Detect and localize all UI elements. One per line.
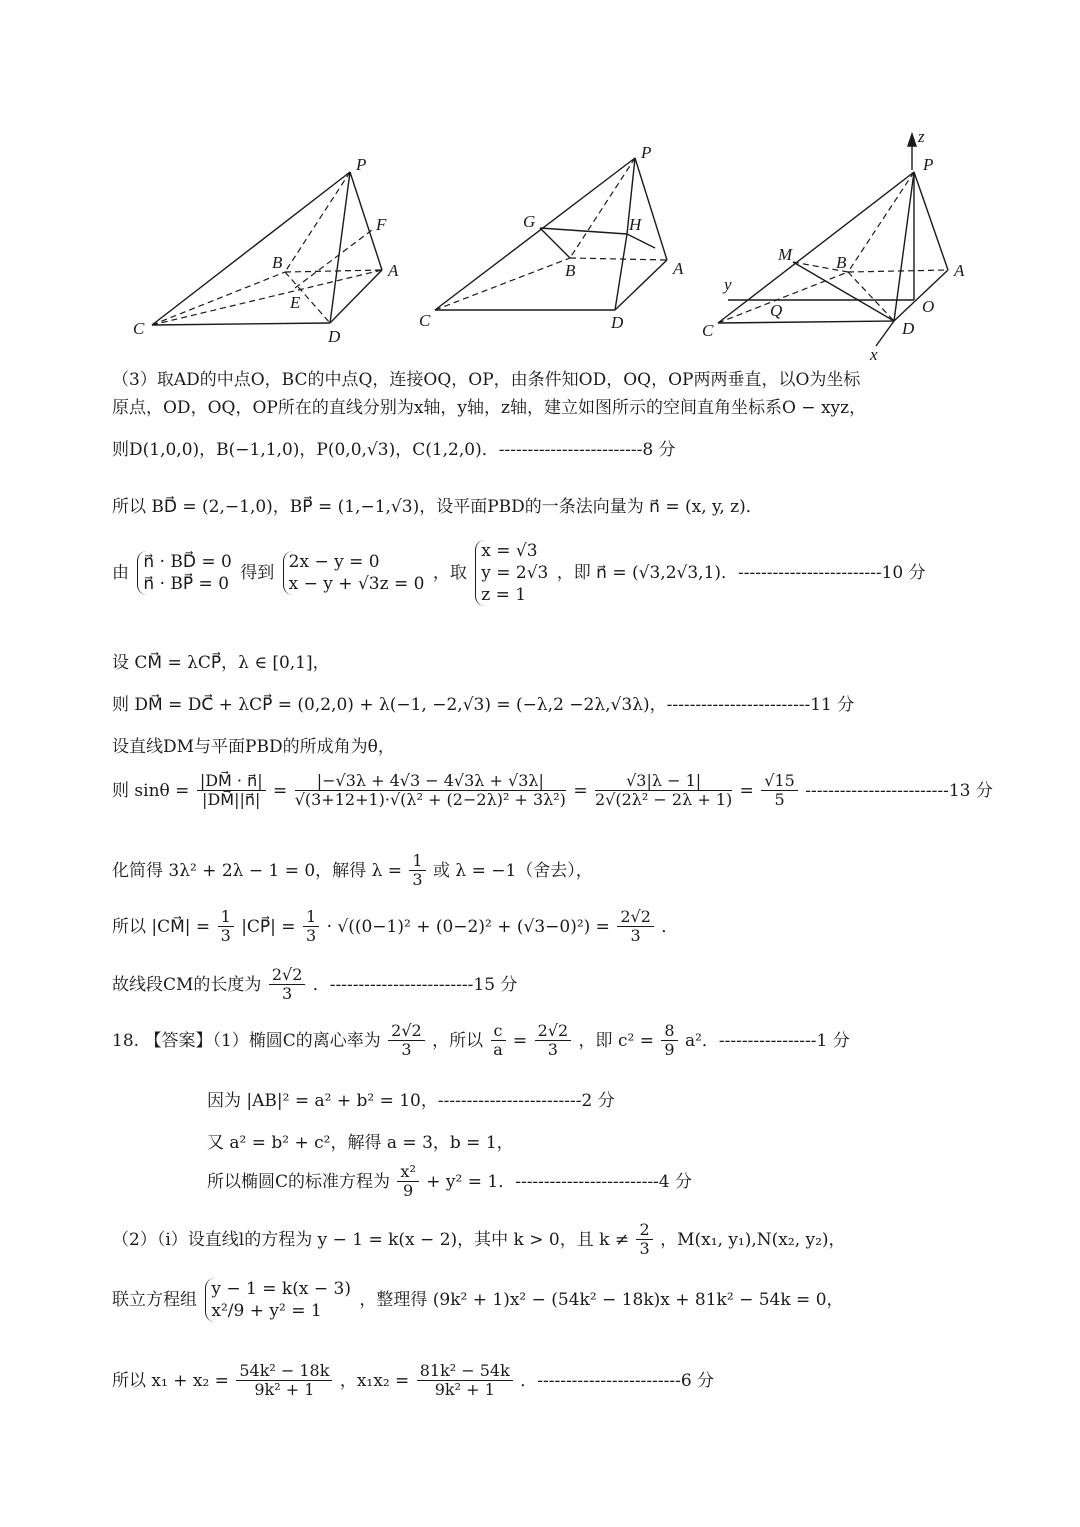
fraction [269,966,306,1003]
text-fragment: 联立方程组 [112,1290,197,1310]
text-line-fraction: 则 sinθ = $\frac{|DM⃗ \cdot n⃗|}{|DM⃗||n⃗|}$ = $\frac{|-√3\lambda + 4√3 - 4√3\lambda + √3\lambda|}{\text{√(3+12+1)·√(λ² + (2−2λ)² + 3λ²)}}$ = $\frac{√3|\lambda - 1|}{\text{2√(2λ² − 2λ + 1)}}$ = $\frac{√15}{5}$ -------------------------13 分 [112,771,993,809]
fig3-label: x [870,345,878,363]
numerator: x² [397,1163,418,1182]
fig3-label: y [724,275,732,294]
fraction [388,1022,425,1059]
fig2-label: H [629,215,642,234]
equation: x − y + √3z = 0 [288,574,425,594]
denominator: 3 [401,1040,412,1059]
figure-pyramid-1-svg [130,150,410,350]
equation-system [475,540,548,606]
equation: n⃗ · BD⃗ = 0 [143,552,232,572]
text-line: 则D(1,0,0)，B(−1,1,0)，P(0,0,√3)，C(1,2,0)．-------------------------8 分 [112,440,676,460]
fraction [636,1221,652,1258]
fig1-label: F [376,215,387,234]
numerator: 1 [218,908,234,927]
fraction [197,772,266,809]
text-line-fraction [112,908,678,945]
fig2-label: G [523,212,536,231]
numerator: √15 [761,772,798,791]
text-fragment: （2）（i）设直线l的方程为 y − 1 = k(x − 2)，其中 k > 0，且 k ≠ [112,1229,630,1250]
equation-system [205,1278,351,1322]
figure-pyramid-2 [415,140,690,340]
figure-pyramid-1 [130,150,410,350]
fraction [535,1022,572,1059]
text-fragment: 故线段CM的长度为 [112,974,262,995]
fraction [303,908,319,945]
numerator: 2√2 [617,908,654,927]
text-fragment: 18. 【答案】（1）椭圆C的离心率为 [112,1030,381,1051]
fraction [661,1022,677,1059]
denominator: 9k² + 1 [254,1380,315,1399]
fig1-label: P [356,155,367,174]
numerator: 2√2 [535,1022,572,1041]
text-line-fraction [207,1163,692,1200]
equation: 2x − y = 0 [288,552,380,572]
text-fragment: 得到 [240,563,275,583]
text-fragment: ．-------------------------6 分 [520,1370,715,1391]
text-fragment: ，取 [432,563,467,583]
text-line-fraction [112,966,517,1003]
fig3-label: P [923,155,934,174]
denominator: 5 [774,790,785,809]
text-line-fraction [112,1362,714,1399]
fraction [761,772,798,809]
denominator: 3 [639,1239,650,1258]
denominator: 3 [412,870,423,889]
text-fragment: 则 sinθ = [112,780,190,801]
fig3-label: Q [770,301,783,320]
denominator: 9 [403,1181,414,1200]
text-fragment: -------------------------13 分 [805,780,993,801]
equation: n⃗ · BP⃗ = 0 [143,574,230,594]
fig2-label: D [611,313,624,332]
equation: y = 2√3 [481,563,549,583]
text-line-system [112,1278,844,1322]
denominator: a [493,1040,503,1059]
numerator: c [491,1022,506,1041]
figure-pyramid-2-svg [415,140,690,340]
text-fragment: ，即 n⃗ = (√3,2√3,1)．-------------------------10 分 [556,563,926,583]
denominator: 9 [664,1040,675,1059]
equation-system [137,551,231,595]
equation-system [283,551,425,595]
text-line: 所以 BD⃗ = (2,−1,0)，BP⃗ = (1,−1,√3)，设平面PBD的一条法向量为 n⃗ = (x, y, z)． [112,497,763,517]
text-line-fraction [112,1022,850,1059]
text-fragment: = [512,1030,528,1051]
fig2-label: P [641,143,652,162]
numerator: 2 [636,1221,652,1240]
denominator: √(3+12+1)·√(λ² + (2−2λ)² + 3λ²) [294,790,566,809]
text-fragment: · √((0−1)² + (0−2)² + (√3−0)²) = [326,916,610,937]
fig1-label: C [133,319,145,338]
numerator: 1 [303,908,319,927]
numerator: 81k² − 54k [417,1362,513,1381]
text-line-fraction [112,852,593,889]
text-line: （3）取AD的中点O，BC的中点Q，连接OQ，OP，由条件知OD，OQ，OP两两垂直，以O为坐标 [112,370,861,390]
fig2-label: A [673,259,684,278]
numerator: 2√2 [269,966,306,985]
text-fragment: ，所以 [432,1030,484,1051]
numerator: √3|λ − 1| [595,772,732,791]
fig3-label: A [954,261,965,280]
fraction [409,852,425,889]
fraction [397,1163,418,1200]
equation: x²/9 + y² = 1 [211,1301,322,1321]
text-line: 原点，OD，OQ，OP所在的直线分别为x轴，y轴，z轴，建立如图所示的空间直角坐标系O − xyz， [112,398,867,418]
numerator: |DM⃗ · n⃗| [197,772,266,791]
numerator: 2√2 [388,1022,425,1041]
equation: x = √3 [481,541,538,561]
text-fragment: ，M(x₁, y₁),N(x₂, y₂)， [660,1229,846,1250]
text-fragment: ，即 c² = [578,1030,654,1051]
equation: y − 1 = k(x − 3) [211,1279,351,1299]
fraction [491,1022,506,1059]
text-fragment: ，整理得 (9k² + 1)x² − (54k² − 18k)x + 81k² − 54k = 0， [359,1290,844,1310]
denominator: 9k² + 1 [434,1380,495,1399]
text-fragment: ．-------------------------15 分 [312,974,518,995]
denominator: 3 [547,1040,558,1059]
fig1-label: E [290,293,301,312]
text-fragment: 由 [112,563,129,583]
fraction [236,1362,332,1399]
text-fragment: a²．-----------------1 分 [684,1030,850,1051]
text-line-system [112,540,926,606]
text-fragment: ． [661,916,679,937]
fig3-label: D [902,319,915,338]
fig3-label: C [702,321,714,340]
text-fragment: 所以 |CM⃗| = [112,916,211,937]
denominator: 2√(2λ² − 2λ + 1) [594,790,733,809]
fig2-label: C [419,311,431,330]
denominator: 3 [220,926,231,945]
equation: z = 1 [481,585,527,605]
figure-pyramid-3-svg [698,128,978,363]
fig1-label: B [272,253,283,272]
fig2-label: B [565,261,576,280]
fraction [295,772,566,809]
fig1-label: A [388,261,399,280]
numerator: |−√3λ + 4√3 − 4√3λ + √3λ| [295,772,566,791]
text-fragment: 化简得 3λ² + 2λ − 1 = 0，解得 λ = [112,860,403,881]
text-line-fraction [112,1221,846,1258]
fraction [595,772,732,809]
text-fragment: 或 λ = −1（舍去）， [433,860,593,881]
text-fragment: 所以 x₁ + x₂ = [112,1370,229,1391]
fig3-label: O [922,297,935,316]
fig1-label: D [328,327,341,346]
fig3-label: z [918,128,925,146]
figure-pyramid-3 [698,128,978,363]
text-fragment: + y² = 1．-------------------------4 分 [426,1171,693,1192]
fraction [417,1362,513,1399]
fraction [218,908,234,945]
numerator: 8 [661,1022,677,1041]
fig3-label: M [778,245,793,264]
text-fragment: 所以椭圆C的标准方程为 [207,1171,391,1192]
denominator: |DM⃗||n⃗| [202,790,261,809]
fraction [617,908,654,945]
denominator: 3 [282,984,293,1003]
text-fragment: ，x₁x₂ = [339,1370,410,1391]
denominator: 3 [630,926,641,945]
text-fragment: |CP⃗| = [241,916,296,937]
text-line: 设 CM⃗ = λCP⃗，λ ∈ [0,1]， [112,653,330,673]
denominator: 3 [305,926,317,945]
numerator: 1 [409,852,425,871]
text-line: 因为 |AB|² = a² + b² = 10，-------------------------2 分 [207,1091,615,1111]
numerator: 54k² − 18k [236,1362,332,1381]
text-line: 则 DM⃗ = DC⃗ + λCP⃗ = (0,2,0) + λ(−1, −2,√3) = (−λ,2 −2λ,√3λ)，-------------------------11 分 [112,695,855,715]
text-line: 又 a² = b² + c²，解得 a = 3，b = 1， [207,1133,514,1153]
fig3-label: B [836,253,847,272]
text-line: 设直线DM与平面PBD的所成角为θ， [112,737,395,757]
